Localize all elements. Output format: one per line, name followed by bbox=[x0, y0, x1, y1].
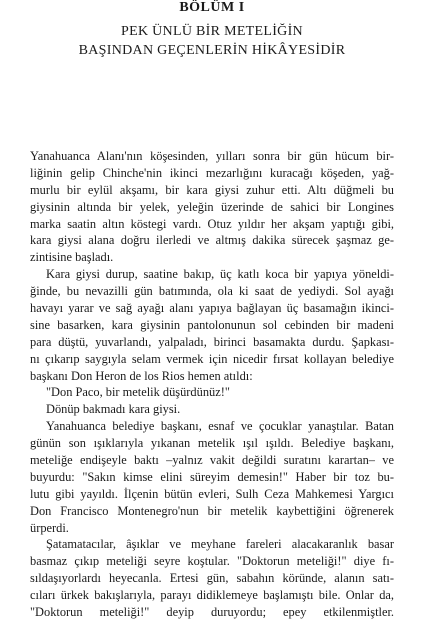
text-line: liğinin gelip Chinche'nin ikinci mezarlığını kuracağı köşeden, yağ- bbox=[30, 165, 394, 180]
chapter-title-line-1: PEK ÜNLÜ BİR METELİĞİN bbox=[121, 24, 303, 39]
text-line: "Don Paco, bir metelik düşürdünüz!" bbox=[46, 385, 230, 400]
text-line: Şatamatacılar, âşıklar ve meyhane fareleri alacakaranlık basar bbox=[46, 537, 394, 552]
text-line: murlu bir eylül akşamı, bir kara giysi zuhur etti. Altı düğmeli bu bbox=[30, 182, 394, 197]
text-line: Dönüp bakmadı kara giysi. bbox=[46, 402, 181, 417]
text-line: zintisine başladı. bbox=[30, 250, 114, 265]
text-line: kara giysi alana doğru ilerledi ve altmış dakika sürecek şaşmaz ge- bbox=[30, 233, 394, 248]
chapter-label: BÖLÜM I bbox=[179, 0, 245, 15]
text-line: günün son ışıklarıyla yıkanan metelik ışıl ışıldı. Belediye başkanı, bbox=[30, 436, 394, 451]
text-line: ürperdi. bbox=[30, 520, 69, 535]
text-line: meteliğe endişeyle baktı –yalnız vakit değildi suratını karartan– ve bbox=[30, 453, 394, 468]
text-line: Yanahuanca Alanı'nın köşesinden, yılları sonra bir gün hücum bir- bbox=[30, 149, 394, 163]
text-line: giysinin altında bir yelek, yeleğin üzerinde de sahici bir Longines bbox=[30, 199, 394, 214]
text-line: marka saatin altın köstegi vardı. Otuz yıldır her akşam yaptığı gibi, bbox=[30, 216, 394, 231]
text-line: basmaz çıkıp meteliği seyre koştular. "Doktorun meteliği!" diye fı- bbox=[30, 554, 394, 569]
text-line: Don Francisco Montenegro'nun bir metelik kaybettiğini öğrenerek bbox=[30, 503, 394, 518]
body-text bbox=[30, 148, 394, 621]
chapter-title bbox=[40, 22, 384, 60]
text-line: ğinde, bu nevazilli gün batımında, ola ki saat de yediydi. Sol ayağı bbox=[30, 284, 394, 299]
text-line: başkanı Don Heron de los Rios hemen atıldı: bbox=[30, 368, 253, 383]
text-line: "Doktorun meteliği!" deyip duruyordu; epey etkilenmiştler. bbox=[30, 605, 394, 620]
text-line: buyurdu: "Sakın kimse elini süreyim demesin!" Haber bir toz bu- bbox=[30, 469, 394, 484]
text-line: lutu gibi yayıldı. İlçenin bütün evleri, Sulh Ceza Mahkemesi Yargıcı bbox=[30, 486, 394, 501]
text-line: Yanahuanca belediye başkanı, esnaf ve çocuklar yanaştılar. Batan bbox=[46, 419, 394, 434]
text-line: Kara giysi durup, saatine bakıp, üç katlı koca bir yapıya yöneldi- bbox=[46, 267, 394, 282]
text-line: sine basarken, kara giysinin pantolonunun sol cebinden bir madeni bbox=[30, 317, 394, 332]
text-line: nı çıkarıp saygıyla selam vermek için nicedir fırsat kollayan belediye bbox=[30, 351, 394, 366]
text-line: sıldaşıyorlardı heyecanla. Ertesi gün, sabahın köründe, alanın satı- bbox=[30, 571, 394, 586]
text-line: havayı yarar ve sağ ayağı alanı yapıya bağlayan üç basamağın ikinci- bbox=[30, 301, 394, 316]
chapter-title-line-2: BAŞINDAN GEÇENLERİN HİKÂYESİDİR bbox=[78, 43, 346, 58]
text-line: cıları ürkek bakışlarıyla, parayı didiklemeye başlamıştı bile. Onlar da, bbox=[30, 588, 394, 603]
text-line: para düştü, yuvarlandı, yalpaladı, birinci basamakta durdu. Şapkası- bbox=[30, 334, 394, 349]
